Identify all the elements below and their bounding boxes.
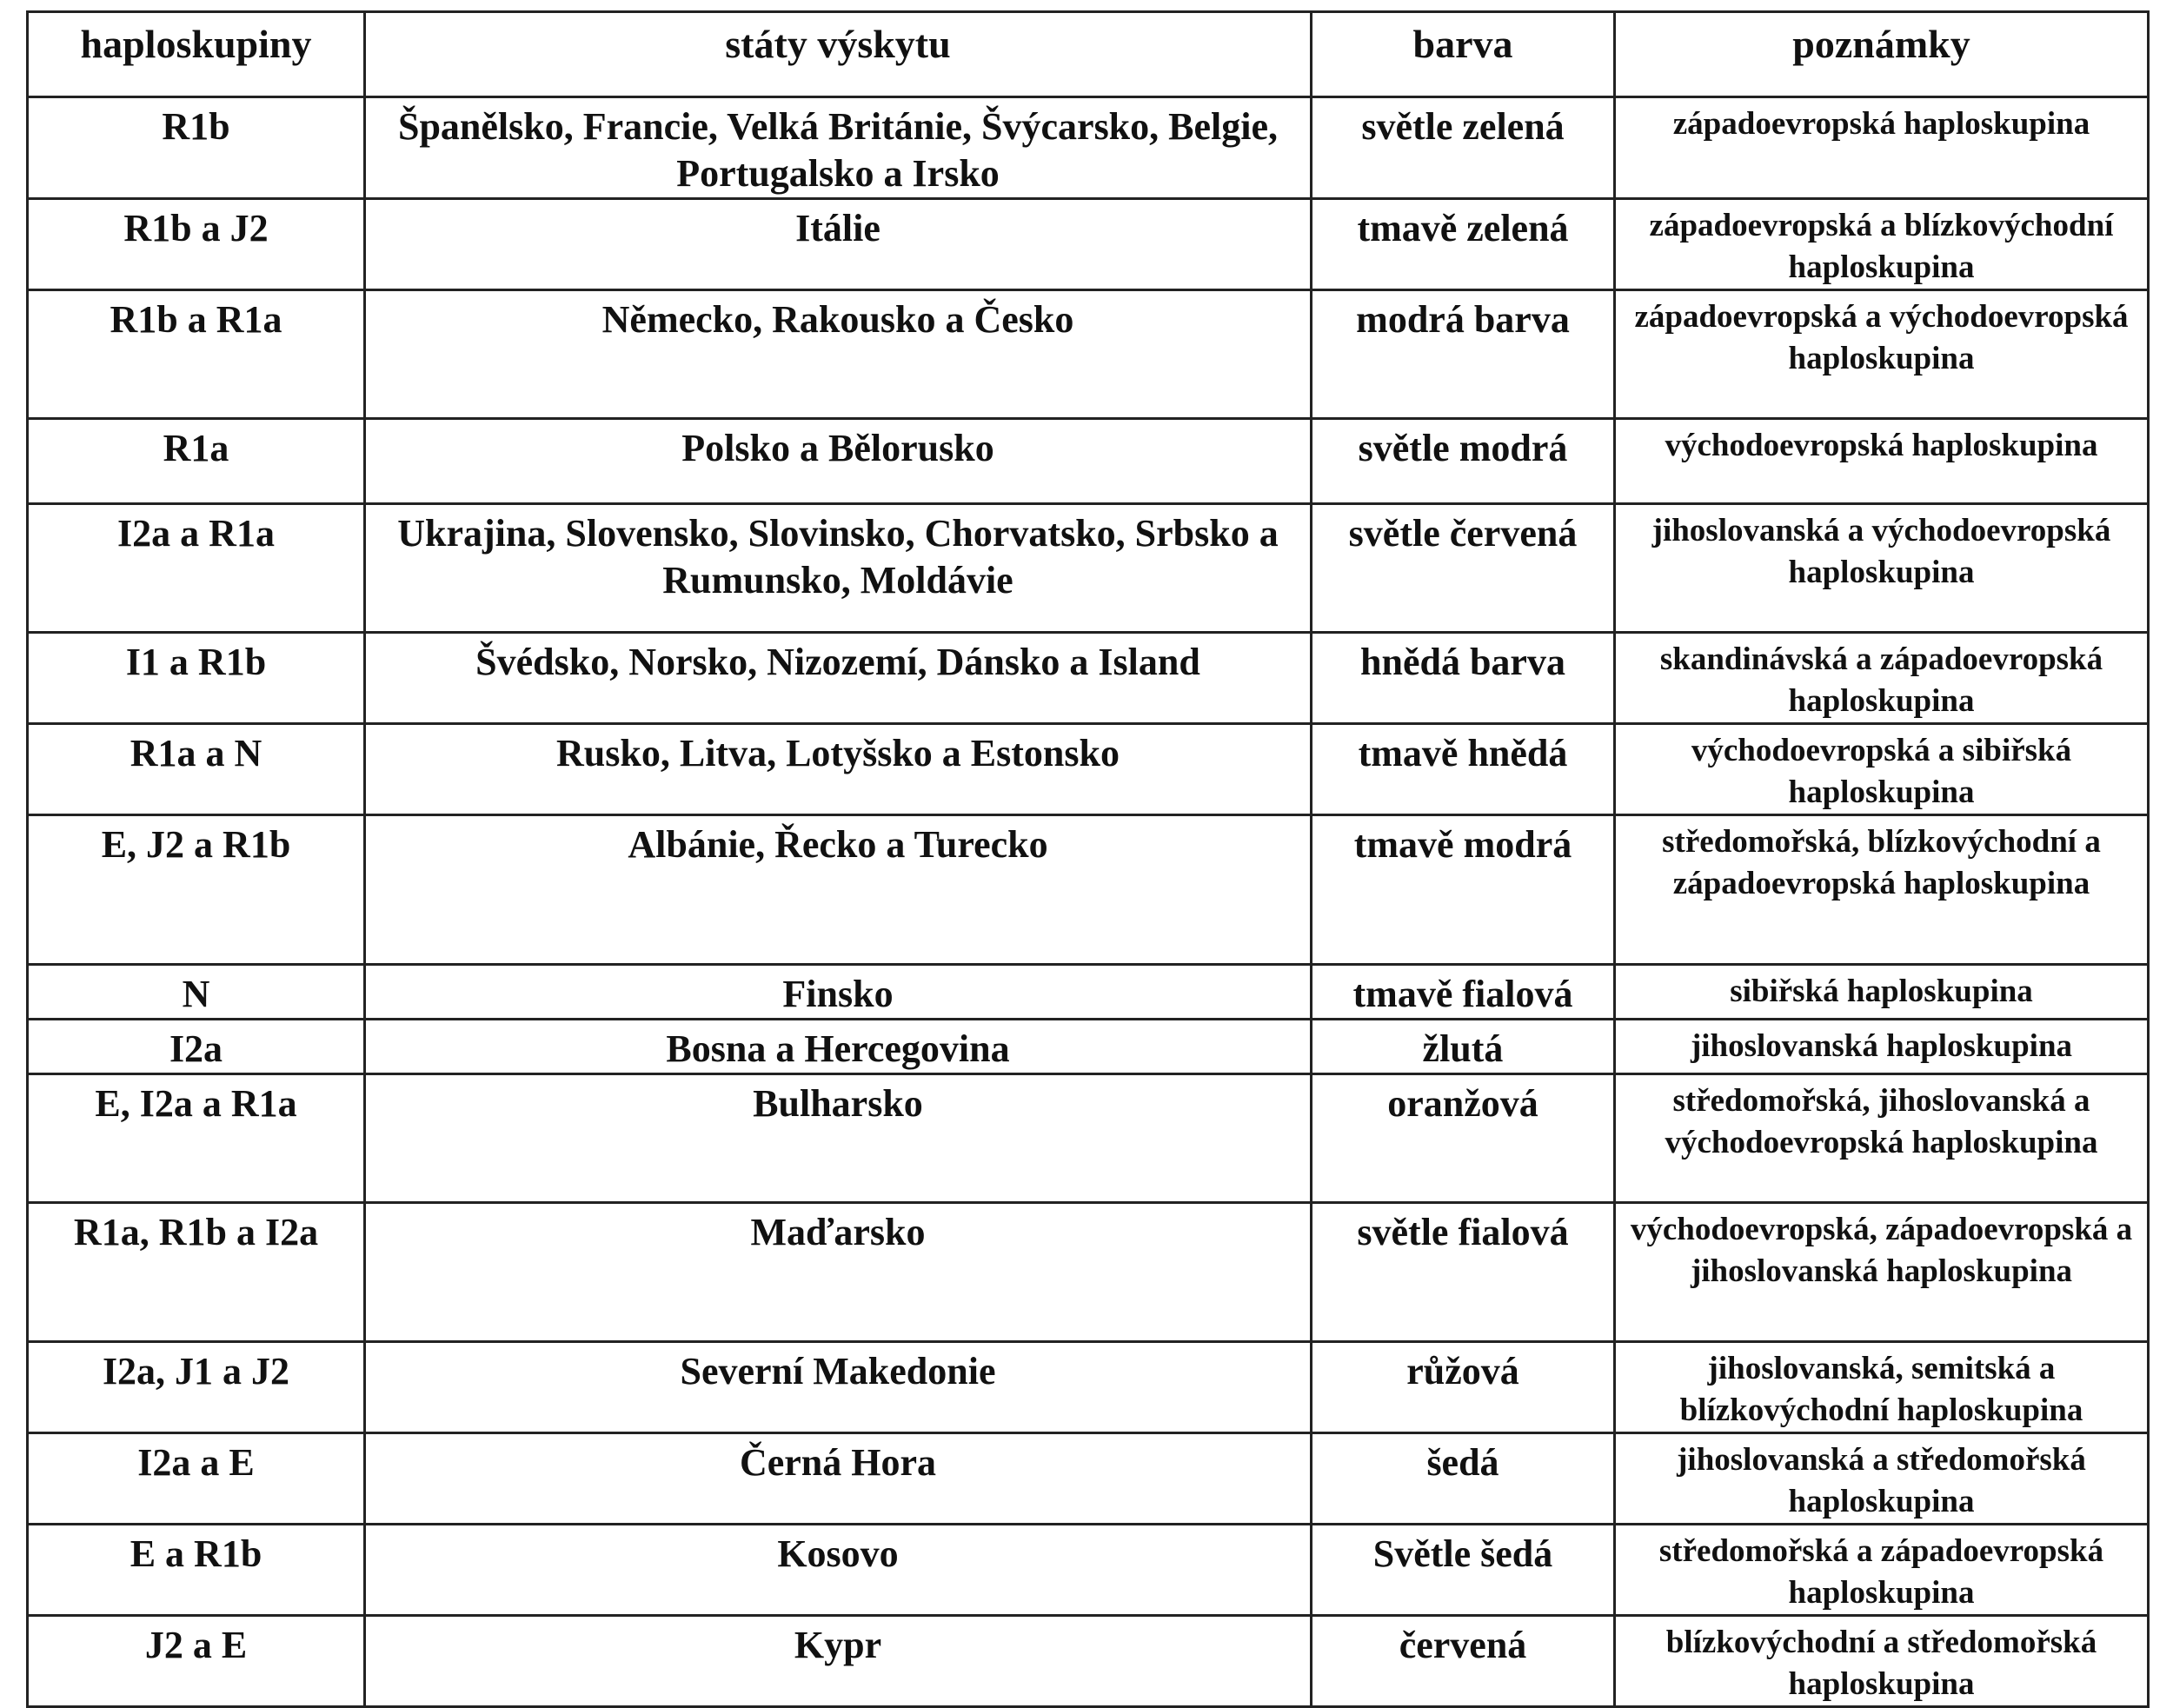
cell-notes: východoevropská, západoevropská a jihoslovanská haploskupina [1615, 1203, 2149, 1342]
cell-states: Španělsko, Francie, Velká Británie, Švýcarsko, Belgie, Portugalsko a Irsko [365, 97, 1312, 199]
table-row [28, 633, 2149, 724]
cell-color: hnědá barva [1312, 633, 1615, 724]
table-row [28, 1433, 2149, 1525]
cell-notes: sibiřská haploskupina [1615, 965, 2149, 1020]
cell-states: Finsko [365, 965, 1312, 1020]
header-states: státy výskytu [365, 12, 1312, 97]
cell-notes: jihoslovanská a středomořská haploskupina [1615, 1433, 2149, 1525]
cell-haplogroups: I2a a R1a [28, 504, 365, 633]
cell-haplogroups: R1a, R1b a I2a [28, 1203, 365, 1342]
cell-haplogroups: I2a a E [28, 1433, 365, 1525]
table-row [28, 1203, 2149, 1342]
cell-color: šedá [1312, 1433, 1615, 1525]
table-row [28, 419, 2149, 504]
cell-states: Rusko, Litva, Lotyšsko a Estonsko [365, 724, 1312, 815]
cell-haplogroups: N [28, 965, 365, 1020]
table-row [28, 504, 2149, 633]
cell-haplogroups: R1b [28, 97, 365, 199]
cell-color: růžová [1312, 1342, 1615, 1433]
cell-color: červená [1312, 1616, 1615, 1707]
cell-color: tmavě modrá [1312, 815, 1615, 965]
cell-states: Kosovo [365, 1525, 1312, 1616]
cell-color: světle zelená [1312, 97, 1615, 199]
cell-color: světle fialová [1312, 1203, 1615, 1342]
cell-states: Ukrajina, Slovensko, Slovinsko, Chorvatsko, Srbsko a Rumunsko, Moldávie [365, 504, 1312, 633]
table-row [28, 815, 2149, 965]
cell-states: Maďarsko [365, 1203, 1312, 1342]
haplogroup-table [26, 10, 2150, 1708]
cell-states: Severní Makedonie [365, 1342, 1312, 1433]
cell-notes: západoevropská a východoevropská haploskupina [1615, 290, 2149, 419]
table-row [28, 1074, 2149, 1203]
cell-notes: jihoslovanská a východoevropská haploskupina [1615, 504, 2149, 633]
cell-states: Německo, Rakousko a Česko [365, 290, 1312, 419]
cell-haplogroups: I2a [28, 1020, 365, 1074]
header-notes: poznámky [1615, 12, 2149, 97]
cell-states: Polsko a Bělorusko [365, 419, 1312, 504]
table-row [28, 724, 2149, 815]
cell-haplogroups: R1a [28, 419, 365, 504]
cell-color: světle červená [1312, 504, 1615, 633]
cell-haplogroups: E, I2a a R1a [28, 1074, 365, 1203]
cell-states: Švédsko, Norsko, Nizozemí, Dánsko a Island [365, 633, 1312, 724]
cell-notes: západoevropská haploskupina [1615, 97, 2149, 199]
table-row [28, 1616, 2149, 1707]
cell-states: Itálie [365, 199, 1312, 290]
cell-states: Bulharsko [365, 1074, 1312, 1203]
table-row [28, 97, 2149, 199]
table-header-row [28, 12, 2149, 97]
cell-notes: východoevropská haploskupina [1615, 419, 2149, 504]
cell-color: Světle šedá [1312, 1525, 1615, 1616]
cell-notes: západoevropská a blízkovýchodní haploskupina [1615, 199, 2149, 290]
table-row [28, 1342, 2149, 1433]
cell-haplogroups: R1b a R1a [28, 290, 365, 419]
cell-states: Kypr [365, 1616, 1312, 1707]
header-color: barva [1312, 12, 1615, 97]
cell-color: oranžová [1312, 1074, 1615, 1203]
cell-notes: jihoslovanská, semitská a blízkovýchodní haploskupina [1615, 1342, 2149, 1433]
cell-notes: východoevropská a sibiřská haploskupina [1615, 724, 2149, 815]
cell-haplogroups: I1 a R1b [28, 633, 365, 724]
cell-haplogroups: E a R1b [28, 1525, 365, 1616]
cell-haplogroups: R1b a J2 [28, 199, 365, 290]
cell-color: tmavě zelená [1312, 199, 1615, 290]
table-row [28, 290, 2149, 419]
cell-notes: středomořská a západoevropská haploskupina [1615, 1525, 2149, 1616]
cell-states: Albánie, Řecko a Turecko [365, 815, 1312, 965]
table-row [28, 965, 2149, 1020]
cell-haplogroups: E, J2 a R1b [28, 815, 365, 965]
cell-color: žlutá [1312, 1020, 1615, 1074]
table-row [28, 1020, 2149, 1074]
cell-notes: jihoslovanská haploskupina [1615, 1020, 2149, 1074]
table-body [28, 97, 2149, 1707]
cell-states: Černá Hora [365, 1433, 1312, 1525]
table-row [28, 1525, 2149, 1616]
cell-notes: středomořská, blízkovýchodní a západoevropská haploskupina [1615, 815, 2149, 965]
table-row [28, 199, 2149, 290]
cell-states: Bosna a Hercegovina [365, 1020, 1312, 1074]
cell-notes: středomořská, jihoslovanská a východoevropská haploskupina [1615, 1074, 2149, 1203]
cell-color: tmavě fialová [1312, 965, 1615, 1020]
cell-haplogroups: R1a a N [28, 724, 365, 815]
cell-haplogroups: J2 a E [28, 1616, 365, 1707]
cell-haplogroups: I2a, J1 a J2 [28, 1342, 365, 1433]
header-haplogroups: haploskupiny [28, 12, 365, 97]
cell-color: světle modrá [1312, 419, 1615, 504]
cell-notes: blízkovýchodní a středomořská haploskupina [1615, 1616, 2149, 1707]
cell-color: modrá barva [1312, 290, 1615, 419]
cell-notes: skandinávská a západoevropská haploskupina [1615, 633, 2149, 724]
cell-color: tmavě hnědá [1312, 724, 1615, 815]
